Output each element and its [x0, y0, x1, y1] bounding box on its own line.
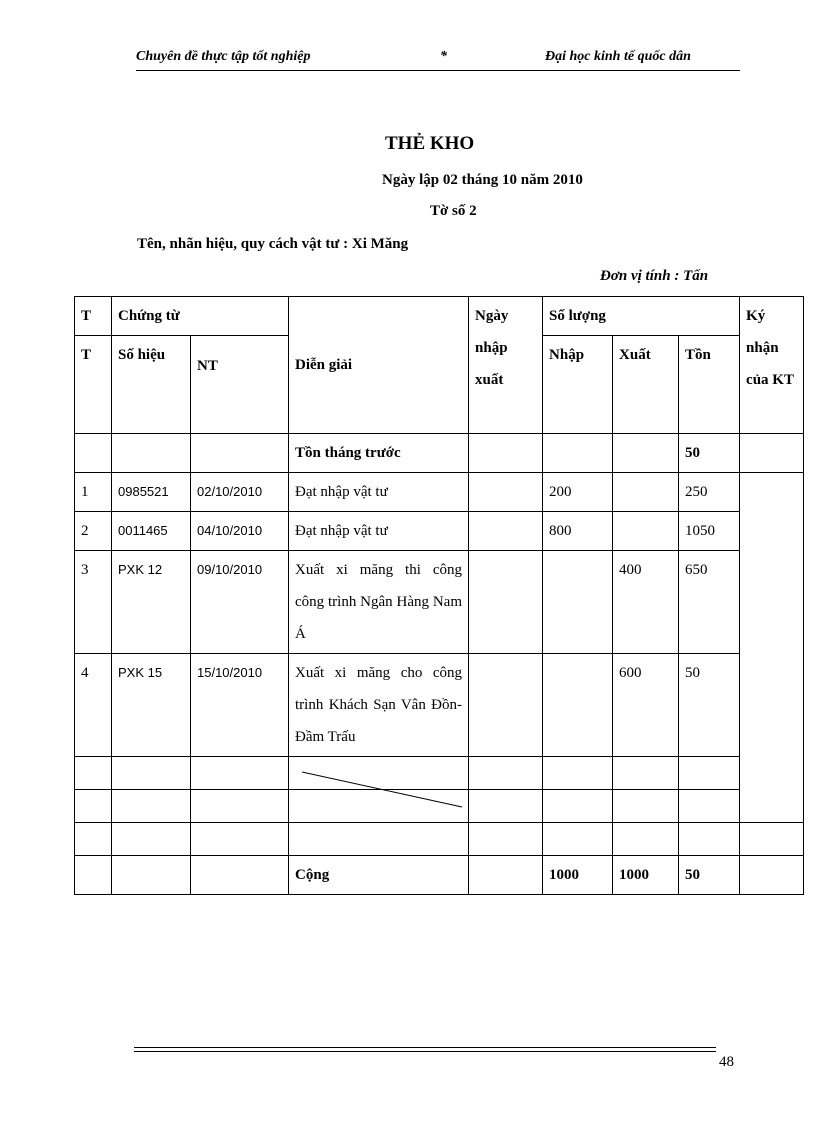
header-chung-tu: Chứng từ [112, 297, 289, 336]
opening-label: Tồn tháng trước [289, 434, 469, 473]
row-xuat [613, 512, 679, 551]
total-xuat: 1000 [613, 856, 679, 895]
row-dien-giai: Xuất xi măng thi công công trình Ngân Hàng Nam Á [289, 551, 469, 654]
total-row [75, 856, 804, 895]
row-so-hieu: PXK 12 [112, 551, 191, 654]
table-row [75, 654, 804, 757]
row-tt: 1 [75, 473, 112, 512]
row-nhap: 800 [543, 512, 613, 551]
empty-row [75, 823, 804, 856]
table-row [75, 512, 804, 551]
row-nt: 09/10/2010 [191, 551, 289, 654]
diagonal-strike-line [302, 770, 464, 810]
page-number: 48 [719, 1054, 734, 1070]
total-label: Cộng [289, 856, 469, 895]
table-row [75, 551, 804, 654]
row-tt: 3 [75, 551, 112, 654]
header-left-text: Chuyên đề thực tập tốt nghiệp [136, 49, 311, 64]
row-ton: 650 [679, 551, 740, 654]
header-tt-top: T [75, 297, 112, 336]
row-nt: 04/10/2010 [191, 512, 289, 551]
footer-rule-bottom [134, 1051, 716, 1052]
header-rule [136, 70, 740, 71]
row-ton: 250 [679, 473, 740, 512]
header-ngay-nhap-xuat: Ngày nhập xuất [469, 297, 543, 434]
row-nt: 02/10/2010 [191, 473, 289, 512]
opening-ton: 50 [679, 434, 740, 473]
date-line: Ngày lập 02 tháng 10 năm 2010 [382, 172, 583, 188]
row-xuat [613, 473, 679, 512]
header-nhap: Nhập [543, 336, 613, 434]
sheet-number: Tờ số 2 [430, 203, 477, 219]
item-name: Tên, nhãn hiệu, quy cách vật tư : Xi Măng [137, 236, 409, 252]
total-nhap: 1000 [543, 856, 613, 895]
row-nhap [543, 551, 613, 654]
header-right-text: Đại học kinh tế quốc dân [545, 49, 691, 64]
footer-rule-top [134, 1047, 716, 1048]
header-so-luong: Số lượng [543, 297, 740, 336]
row-nt: 15/10/2010 [191, 654, 289, 757]
header-xuat: Xuất [613, 336, 679, 434]
header-tt-bottom: T [75, 336, 112, 434]
header-dien-giai: Diễn giải [289, 297, 469, 434]
document-title: THẺ KHO [385, 133, 475, 154]
row-xuat: 400 [613, 551, 679, 654]
header-ton: Tồn [679, 336, 740, 434]
row-dien-giai: Đạt nhập vật tư [289, 512, 469, 551]
row-tt: 4 [75, 654, 112, 757]
row-ton: 50 [679, 654, 740, 757]
row-so-hieu: PXK 15 [112, 654, 191, 757]
ky-nhan-cell [740, 473, 804, 823]
row-so-hieu: 0985521 [112, 473, 191, 512]
row-nhap [543, 654, 613, 757]
row-dien-giai: Đạt nhập vật tư [289, 473, 469, 512]
header-ky-nhan: Ký nhận của KT [740, 297, 804, 434]
row-xuat: 600 [613, 654, 679, 757]
header-nt: NT [191, 336, 289, 434]
table-row [75, 473, 804, 512]
opening-balance-row [75, 434, 804, 473]
row-ton: 1050 [679, 512, 740, 551]
row-dien-giai: Xuất xi măng cho công trình Khách Sạn Vân Đồn- Đầm Trấu [289, 654, 469, 757]
header-so-hieu: Số hiệu [112, 336, 191, 434]
row-nhap: 200 [543, 473, 613, 512]
header-asterisk: * [440, 49, 447, 64]
row-tt: 2 [75, 512, 112, 551]
header-row-1 [75, 297, 804, 336]
total-ton: 50 [679, 856, 740, 895]
unit-label: Đơn vị tính : Tấn [600, 268, 709, 284]
row-so-hieu: 0011465 [112, 512, 191, 551]
